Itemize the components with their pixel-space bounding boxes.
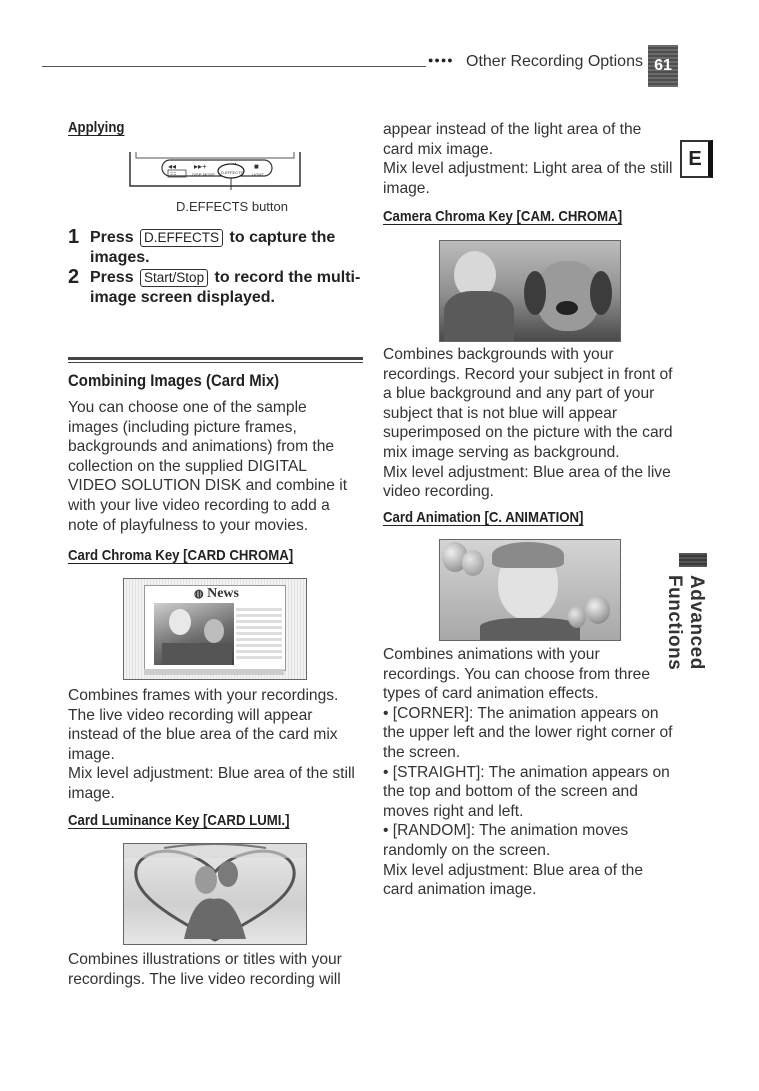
camera-chroma-line: video recording. <box>383 483 494 501</box>
applying-title: Applying <box>68 119 125 136</box>
step-1-text-after: to capture the <box>229 229 336 246</box>
side-tab-label: Advanced Functions <box>664 575 707 671</box>
news-logo-text: News <box>207 586 239 601</box>
card-chroma-line: instead of the blue area of the card mix <box>68 726 338 744</box>
svg-text:■: ■ <box>254 162 259 171</box>
card-animation-example-image <box>439 539 621 641</box>
camera-button-panel-illustration <box>126 150 306 190</box>
card-lumi-title: Card Luminance Key [CARD LUMI.] <box>68 812 290 829</box>
dog-nose <box>556 301 578 315</box>
combining-line: You can choose one of the sample <box>68 399 307 416</box>
card-chroma-line: image. <box>68 745 115 763</box>
balloon-bottom-right <box>586 596 610 624</box>
panel-label-2: DISP. MODE <box>192 172 216 177</box>
card-chroma-heading <box>68 546 324 566</box>
card-lumi-cont-line: image. <box>383 179 430 197</box>
section-separator-thin <box>68 362 363 363</box>
panel-label-4: LIGHT <box>252 172 264 177</box>
child-face-2 <box>204 619 224 643</box>
card-chroma-title: Card Chroma Key [CARD CHROMA] <box>68 547 294 564</box>
boy-hair <box>492 542 564 568</box>
card-chroma-example-image <box>123 578 307 680</box>
card-animation-line: recordings. You can choose from three <box>383 665 650 683</box>
card-lumi-example-image <box>123 843 307 945</box>
card-animation-line: • [CORNER]: The animation appears on <box>383 704 659 722</box>
camera-chroma-line: Mix level adjustment: Blue area of the live <box>383 463 671 481</box>
card-animation-line: the screen. <box>383 743 461 761</box>
card-chroma-line: Combines frames with your recordings. <box>68 687 339 704</box>
step-2-text-after: to record the multi- <box>214 269 361 286</box>
boy-shoulders <box>480 618 580 640</box>
language-tab: E <box>680 140 713 178</box>
combining-line: backgrounds and animations) from the <box>68 438 335 456</box>
combining-line: with your live video recording to add a <box>68 496 330 514</box>
combining-body <box>68 398 368 535</box>
svg-text:▸▸+: ▸▸+ <box>194 162 207 171</box>
card-animation-heading <box>383 508 611 528</box>
camera-chroma-heading <box>383 207 655 227</box>
panel-label-3: D.EFFECTS <box>221 170 244 175</box>
camera-chroma-line: mix image serving as background. <box>383 443 620 461</box>
header-dots: ●●●● <box>428 55 454 65</box>
card-animation-line: randomly on the screen. <box>383 841 551 859</box>
combining-line: images (including picture frames, <box>68 418 297 436</box>
children-bodies <box>162 643 232 665</box>
section-separator-thick <box>68 357 363 360</box>
camera-chroma-line: recordings. Record your subject in front of <box>383 365 673 383</box>
camera-chroma-body <box>383 345 683 502</box>
card-lumi-continued <box>383 120 683 198</box>
step-2-number: 2 <box>68 266 80 288</box>
camera-chroma-line: Combines backgrounds with your <box>383 346 614 363</box>
card-lumi-heading <box>68 811 320 831</box>
combining-line: note of playfulness to your movies. <box>68 516 309 534</box>
step-1-number: 1 <box>68 226 80 248</box>
card-lumi-cont-line: appear instead of the light area of the <box>383 121 642 138</box>
card-lumi-line: recordings. The live video recording will <box>68 970 341 988</box>
header-section-title: Other Recording Options <box>466 53 643 70</box>
panel-label-1: ΞΞ <box>170 172 177 178</box>
camera-chroma-line: subject that is not blue will appear <box>383 404 618 422</box>
applying-heading <box>68 118 132 138</box>
d-effects-key: D.EFFECTS <box>140 229 223 247</box>
step-2 <box>68 268 368 308</box>
combining-heading <box>68 371 308 392</box>
girl-body <box>444 291 514 341</box>
combining-line: VIDEO SOLUTION DISK and combine it <box>68 477 348 495</box>
news-sidebar <box>236 607 282 659</box>
news-logo: ◍ News <box>194 586 239 601</box>
card-lumi-body <box>68 950 368 989</box>
child-face-1 <box>169 609 191 635</box>
side-tab-marker <box>679 553 707 567</box>
camera-chroma-example-image <box>439 240 621 342</box>
step-1-text-line2: images. <box>90 249 150 266</box>
card-animation-body <box>383 645 683 900</box>
step-2-text-before: Press <box>90 269 134 286</box>
card-chroma-line: Mix level adjustment: Blue area of the still <box>68 765 355 783</box>
card-animation-line: moves right and left. <box>383 802 524 820</box>
card-chroma-body <box>68 686 368 804</box>
svg-text:◂◂: ◂◂ <box>168 162 177 171</box>
news-ticker <box>144 669 284 675</box>
header-rule <box>42 66 426 67</box>
camera-chroma-line: a blue background and any part of your <box>383 385 655 403</box>
camera-chroma-title: Camera Chroma Key [CAM. CHROMA] <box>383 208 623 225</box>
card-animation-line: card animation image. <box>383 881 537 899</box>
card-animation-title: Card Animation [C. ANIMATION] <box>383 509 584 526</box>
card-animation-line: Combines animations with your <box>383 646 600 663</box>
combining-title: Combining Images (Card Mix) <box>68 371 280 390</box>
card-lumi-cont-line: Mix level adjustment: Light area of the still <box>383 160 673 178</box>
card-animation-line: • [STRAIGHT]: The animation appears on <box>383 763 670 781</box>
card-animation-line: types of card animation effects. <box>383 685 599 703</box>
card-animation-line: the upper left and the lower right corner of <box>383 724 673 742</box>
dog-ear-right <box>590 271 612 315</box>
combining-line: collection on the supplied DIGITAL <box>68 457 307 475</box>
card-lumi-cont-line: card mix image. <box>383 140 494 158</box>
card-animation-line: • [RANDOM]: The animation moves <box>383 822 629 840</box>
card-animation-line: the top and bottom of the screen and <box>383 783 638 801</box>
d-effects-button-caption: D.EFFECTS button <box>176 199 288 214</box>
balloon-top-left-2 <box>462 550 484 576</box>
camera-chroma-line: superimposed on the picture with the card <box>383 424 673 442</box>
step-1-text-before: Press <box>90 229 134 246</box>
card-chroma-line: image. <box>68 784 115 802</box>
card-animation-line: Mix level adjustment: Blue area of the <box>383 861 644 879</box>
balloon-bottom-right-2 <box>568 606 586 628</box>
card-chroma-line: The live video recording will appear <box>68 706 313 724</box>
card-lumi-line: Combines illustrations or titles with your <box>68 951 342 968</box>
page-number: 61 <box>648 45 678 87</box>
step-2-text-line2: image screen displayed. <box>90 289 275 306</box>
heart-frame-illustration <box>124 844 306 944</box>
dog-ear-left <box>524 271 546 315</box>
start-stop-key: Start/Stop <box>140 269 208 287</box>
step-1 <box>68 228 368 268</box>
